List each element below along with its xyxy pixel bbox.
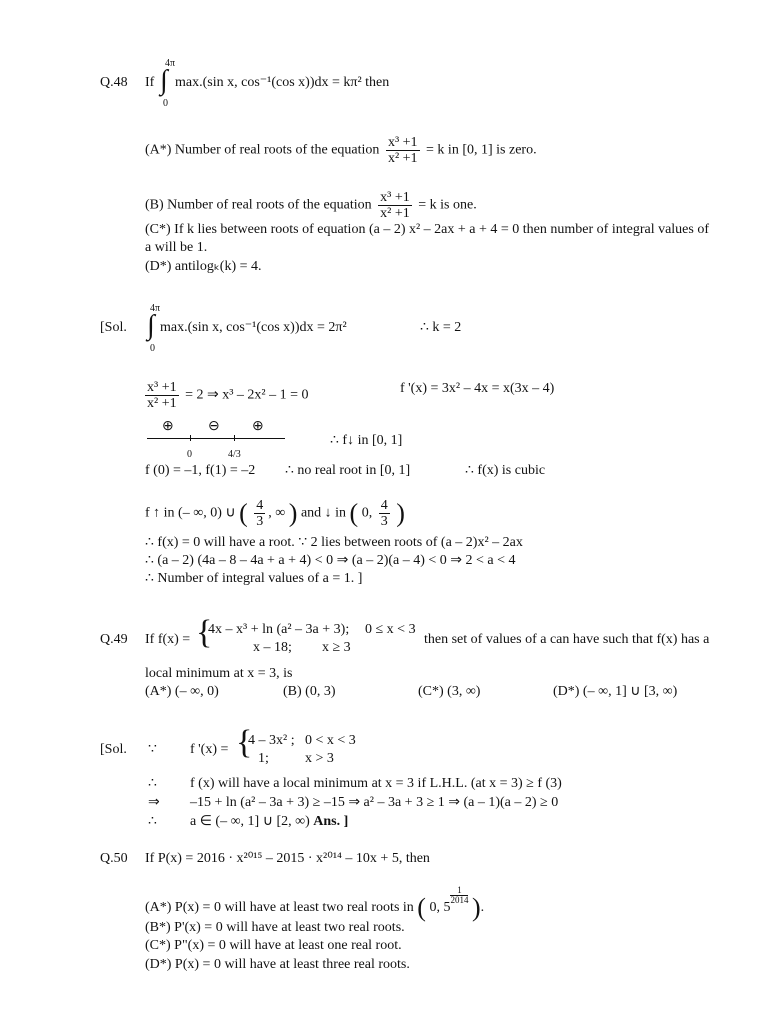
q49-option-a: (A*) (– ∞, 0): [145, 684, 219, 699]
number-line-tick: [234, 435, 235, 441]
q48-int-lower: 0: [163, 98, 168, 109]
q50-stem: If P(x) = 2016 · x²⁰¹⁵ – 2015 · x²⁰¹⁴ – 10x + 5, then: [145, 851, 430, 866]
fraction-numerator: x³ +1: [380, 190, 410, 205]
q48-option-b: [145, 190, 477, 221]
sol48-int-lower: 0: [150, 343, 155, 354]
sol49-step2: –15 + ln (a² – 3a + 3) ≥ –15 ⇒ a² – 3a + 3 ≥ 1 ⇒ (a – 1)(a – 2) ≥ 0: [190, 795, 559, 810]
implies-icon: ⇒: [148, 795, 160, 810]
paren-icon: (: [417, 892, 426, 922]
integral-sign-icon: ∫: [147, 310, 155, 341]
sol48-dec-fraction: [379, 498, 390, 529]
sol49-label: [Sol.: [100, 742, 127, 757]
q48-option-a-tail: = k in [0, 1] is zero.: [426, 142, 537, 158]
sol48-infinity: , ∞: [268, 505, 286, 521]
q48-int-upper: 4π: [165, 58, 176, 69]
sol48-label: [Sol.: [100, 320, 127, 335]
paren-icon: ): [288, 498, 298, 528]
because-icon: ∵: [148, 742, 157, 757]
q49-tail: then set of values of a can have such that f(x) has a: [424, 632, 710, 647]
exponent-denominator: 2014: [450, 895, 469, 905]
fraction-denominator: x² +1: [387, 151, 418, 166]
fraction-denominator: x² +1: [147, 396, 177, 411]
sign-minus-icon: ⊖: [208, 419, 220, 434]
q49-case2: x – 18;: [253, 640, 292, 655]
q49-cond2: x ≥ 3: [322, 640, 351, 655]
fraction-numerator: 4: [380, 498, 388, 513]
q50-exponent: [450, 886, 468, 905]
sign-plus-icon: ⊕: [252, 419, 264, 434]
fraction-denominator: 3: [256, 514, 264, 529]
q48-option-c-line2: a will be 1.: [145, 240, 208, 255]
left-brace-icon: {: [236, 724, 253, 761]
q48-label: Q.48: [100, 75, 128, 90]
sol48-equation: [145, 380, 309, 411]
q50-option-c: (C*) P"(x) = 0 will have at least one real root.: [145, 938, 402, 953]
paren-icon: ): [396, 498, 405, 528]
q49-option-c: (C*) (3, ∞): [418, 684, 481, 699]
q49-option-b: (B) (0, 3): [283, 684, 336, 699]
sol48-increasing-fraction: [254, 498, 265, 529]
q48-option-b-fraction: [378, 190, 412, 221]
sol49-cond1: 0 < x < 3: [305, 733, 356, 748]
paren-icon: (: [349, 498, 359, 528]
tick-label-four-thirds: 4/3: [228, 449, 241, 460]
therefore-icon: ∴: [148, 776, 157, 791]
q48-integrand: max.(sin x, cos⁻¹(cos x))dx = kπ² then: [175, 75, 390, 90]
q49-if: If f(x) =: [145, 632, 191, 647]
fraction-denominator: 3: [380, 514, 388, 529]
sol48-no-root: ∴ no real root in [0, 1]: [285, 463, 411, 478]
sol49-case2: 1;: [258, 751, 269, 766]
q50-option-a-text: (A*) P(x) = 0 will have at least two real roots in: [145, 900, 414, 915]
exponent-numerator: 1: [450, 886, 468, 896]
sol49-step3: [190, 814, 348, 830]
sol48-decreasing: ∴ f↓ in [0, 1]: [330, 433, 403, 448]
sol48-line-inequality: ∴ (a – 2) (4a – 8 – 4a + a + 4) < 0 ⇒ (a – 2)(a – 4) < 0 ⇒ 2 < a < 4: [145, 553, 516, 568]
q50-option-b: (B*) P'(x) = 0 will have at least two real roots.: [145, 920, 405, 935]
fraction-numerator: x³ +1: [387, 135, 418, 150]
paren-icon: (: [239, 498, 248, 528]
q48-option-c-line1: (C*) If k lies between roots of equation (a – 2) x² – 2ax + a + 4 = 0 then number of integral values of: [145, 222, 710, 237]
q49-line2: local minimum at x = 3, is: [145, 666, 293, 681]
sol48-integral: max.(sin x, cos⁻¹(cos x))dx = 2π²: [160, 320, 347, 335]
sol49-case1: 4 – 3x² ;: [248, 733, 295, 748]
sol48-line-count: ∴ Number of integral values of a = 1. ]: [145, 571, 363, 586]
q49-case1: 4x – x³ + ln (a² – 3a + 3);: [208, 622, 350, 637]
q50-interval-left: 0, 5: [429, 900, 451, 915]
sol48-int-upper: 4π: [150, 303, 161, 314]
q48-option-a: [145, 135, 537, 166]
q48-option-b-text: (B) Number of real roots of the equation: [145, 197, 372, 213]
sol49-answer-label: Ans. ]: [313, 814, 349, 829]
sol49-fprime: f '(x) =: [190, 742, 229, 757]
q50-option-a: (A*) P(x) = 0 will have at least two real roots in ( 0, 5 $\frac{1}{2014}$ ).: [145, 885, 485, 922]
paren-icon: ): [471, 892, 481, 922]
tick-label-zero: 0: [187, 449, 192, 460]
number-line: [147, 438, 285, 439]
q50-option-d: (D*) P(x) = 0 will have at least three real roots.: [145, 957, 410, 972]
therefore-icon: ∴: [148, 814, 157, 829]
sol48-monotonic: [145, 498, 405, 529]
q48-option-a-fraction: [386, 135, 420, 166]
left-brace-icon: {: [196, 614, 213, 651]
sol48-k-value: ∴ k = 2: [420, 320, 462, 335]
number-line-tick: [190, 435, 191, 441]
q49-option-d: (D*) (– ∞, 1] ∪ [3, ∞): [553, 684, 678, 699]
sol48-values: f (0) = –1, f(1) = –2: [145, 463, 256, 478]
fraction-numerator: 4: [256, 498, 264, 513]
sol48-equation-text: = 2 ⇒ x³ – 2x² – 1 = 0: [185, 387, 309, 403]
integral-sign-icon: ∫: [160, 65, 168, 96]
sol49-step1: f (x) will have a local minimum at x = 3 if L.H.L. (at x = 3) ≥ f (3): [190, 776, 562, 791]
sol49-cond2: x > 3: [305, 751, 334, 766]
sol48-dec-zero: 0,: [361, 505, 373, 521]
sol48-line-root: ∴ f(x) = 0 will have a root. ∵ 2 lies between roots of (a – 2)x² – 2ax: [145, 535, 523, 550]
sol48-fraction: [145, 380, 179, 411]
q48-if: If: [145, 75, 155, 90]
q48-option-a-text: (A*) Number of real roots of the equation: [145, 142, 380, 158]
sol48-derivative: f '(x) = 3x² – 4x = x(3x – 4): [400, 381, 555, 396]
q49-cond1: 0 ≤ x < 3: [365, 622, 416, 637]
fraction-denominator: x² +1: [380, 206, 410, 221]
sign-plus-icon: ⊕: [162, 419, 174, 434]
sol48-increasing-text: f ↑ in (– ∞, 0) ∪: [145, 505, 236, 521]
q49-label: Q.49: [100, 632, 128, 647]
fraction-numerator: x³ +1: [147, 380, 177, 395]
sol48-and-decreasing: and ↓ in: [300, 505, 347, 521]
sol48-cubic: ∴ f(x) is cubic: [465, 463, 546, 478]
q48-option-d: (D*) antilogₖ(k) = 4.: [145, 259, 262, 274]
sol49-answer-set: a ∈ (– ∞, 1] ∪ [2, ∞): [190, 814, 310, 829]
q48-option-b-tail: = k is one.: [418, 197, 477, 213]
q50-label: Q.50: [100, 851, 128, 866]
